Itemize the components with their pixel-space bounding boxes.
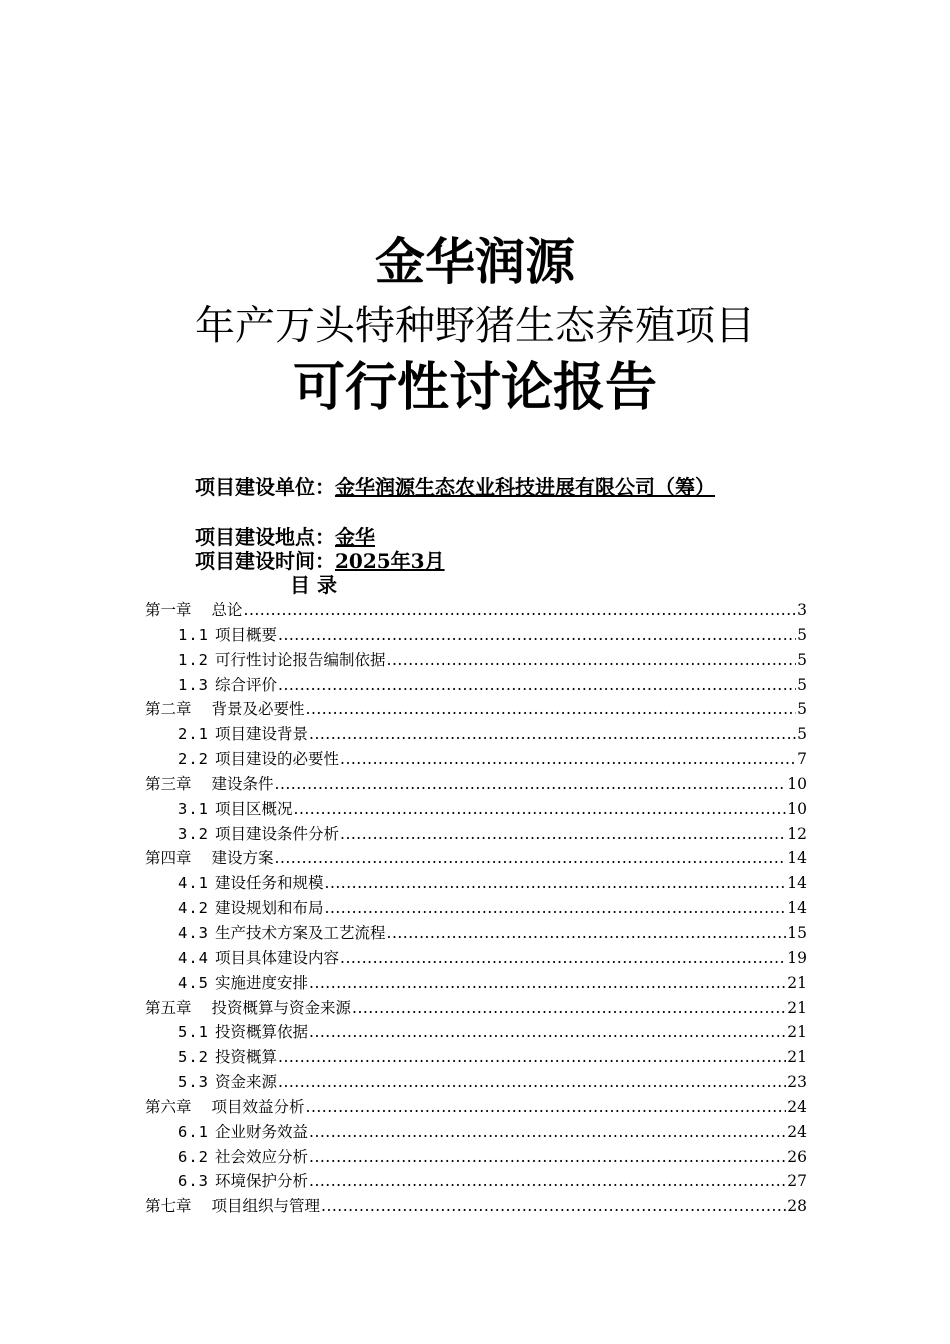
toc-entry-page: 5 [797,725,807,744]
toc-entry[interactable] [145,1095,807,1120]
toc-entry-page: 10 [787,774,807,793]
toc-entry-number: 5.2 [178,1048,209,1067]
toc-leader-dots [340,822,786,847]
toc-entry-number: 第二章 [145,700,192,719]
info-time [195,548,445,574]
toc-entry-number: 第四章 [145,849,192,868]
toc-entry[interactable] [145,772,807,797]
toc-leader-dots [244,598,797,623]
toc-entry-number: 4.5 [178,973,209,992]
toc-leader-dots [309,1120,786,1145]
title-line-2: 年产万头特种野猪生态养殖项目 [195,303,755,349]
toc-entry-page: 23 [787,1073,807,1092]
toc-entry-text: 项目组织与管理 [211,1197,321,1216]
toc-entry-page: 5 [797,625,807,644]
toc-entry-number: 第六章 [145,1097,192,1116]
toc-entry-number: 1.2 [178,650,209,669]
toc-entry-label [145,1095,305,1120]
toc-entry-number: 2.1 [178,725,209,744]
toc-entry-label [178,722,308,747]
toc-entry-text: 投资概算 [215,1048,278,1067]
toc-entry[interactable] [145,921,807,946]
toc-entry[interactable] [145,1120,807,1145]
toc-entry-text: 资金来源 [215,1073,278,1092]
toc-entry-number: 3.2 [178,824,209,843]
toc-entry-number: 2.2 [178,750,209,769]
toc-entry[interactable] [145,846,807,871]
toc-leader-dots [278,673,796,698]
toc-entry-label [178,673,277,698]
toc-entry[interactable] [145,1020,807,1045]
toc-entry-page: 21 [787,973,807,992]
toc-leader-dots [278,1045,786,1070]
toc-entry[interactable] [145,896,807,921]
toc-entry-number: 1.1 [178,625,209,644]
toc-entry-label [178,1045,277,1070]
title-line-1: 金华润源 [375,233,575,291]
toc-entry[interactable] [145,1070,807,1095]
toc-entry-label [178,1120,308,1145]
info-time-label: 项目建设时间： [195,549,335,573]
toc-entry-label [145,772,274,797]
toc-entry-text: 综合评价 [215,675,278,694]
toc-entry-number: 第三章 [145,774,192,793]
toc-leader-dots [352,996,786,1021]
toc-leader-dots [294,797,787,822]
toc-entry[interactable] [145,673,807,698]
toc-entry-label [178,896,324,921]
toc-entry[interactable] [145,623,807,648]
toc-entry-text: 实施进度安排 [215,973,309,992]
toc-entry-label [178,1145,308,1170]
info-unit-value: 金华润源生态农业科技进展有限公司（筹） [335,475,715,499]
toc-entry-number: 4.3 [178,923,209,942]
toc-entry-label [145,846,274,871]
toc-leader-dots [309,971,786,996]
toc-entry-page: 27 [787,1172,807,1191]
toc-entry[interactable] [145,946,807,971]
toc-leader-dots [306,697,797,722]
toc-entry-number: 3.1 [178,799,209,818]
toc-entry-text: 建设方案 [211,849,274,868]
toc-entry-page: 26 [787,1147,807,1166]
toc-entry-label [178,648,386,673]
toc-entry-page: 21 [787,998,807,1017]
toc-entry-page: 19 [787,948,807,967]
toc-entry-text: 总论 [211,601,243,619]
toc-entry-text: 项目概要 [215,625,278,644]
toc-entry[interactable] [145,971,807,996]
toc-entry-text: 项目建设条件分析 [215,824,340,843]
toc-entry-page: 14 [787,849,807,868]
toc-leader-dots [387,648,797,673]
toc-entry-page: 14 [787,899,807,918]
toc-entry-number: 5.3 [178,1073,209,1092]
toc-entry-text: 建设任务和规模 [215,874,324,893]
toc-leader-dots [275,846,787,871]
toc-entry[interactable] [145,797,807,822]
toc-entry-number: 6.3 [178,1172,209,1191]
toc-entry-text: 项目建设背景 [215,725,309,744]
toc-leader-dots [306,1095,787,1120]
toc-leader-dots [309,1020,786,1045]
toc-entry-number: 1.3 [178,675,209,694]
toc-heading: 目 录 [290,573,337,597]
toc-entry-text: 生产技术方案及工艺流程 [215,923,386,942]
info-time-value: 2025年3月 [335,549,445,573]
toc-entry-label [178,797,293,822]
toc-entry-number: 4.4 [178,948,209,967]
toc-entry-text: 建设规划和布局 [215,899,324,918]
toc-entry[interactable] [145,871,807,896]
toc-leader-dots [325,896,787,921]
toc-entry-page: 12 [787,824,807,843]
toc-entry-label [178,946,339,971]
toc-entry-text: 项目区概况 [215,799,293,818]
toc-entry[interactable] [145,822,807,847]
toc-entry-label [178,822,339,847]
info-place-value: 金华 [335,525,375,549]
toc-entry-text: 投资概算与资金来源 [211,998,352,1017]
toc-entry-text: 社会效应分析 [215,1147,309,1166]
toc-entry-text: 投资概算依据 [215,1023,309,1042]
toc-entry-label [178,747,339,772]
toc-entry-label [178,1169,308,1194]
toc-entry-number: 4.2 [178,899,209,918]
toc-entry-label [145,697,305,722]
toc-entry[interactable] [145,648,807,673]
toc-entry[interactable] [145,697,807,722]
info-unit-label: 项目建设单位： [195,475,335,499]
info-place [195,524,375,550]
toc-leader-dots [278,1070,786,1095]
toc-entry-page: 24 [787,1122,807,1141]
toc-leader-dots [340,747,796,772]
toc-entry[interactable] [145,996,807,1021]
toc-entry[interactable] [145,1045,807,1070]
toc-entry-number: 4.1 [178,874,209,893]
toc-leader-dots [309,1169,786,1194]
toc-entry[interactable] [145,1169,807,1194]
toc-entry-text: 项目效益分析 [211,1097,305,1116]
toc-entry-number: 5.1 [178,1023,209,1042]
toc-entry-number: 6.2 [178,1147,209,1166]
toc-entry-text: 项目具体建设内容 [215,948,340,967]
toc-leader-dots [309,722,796,747]
info-unit [195,474,715,500]
toc-entry-text: 环境保护分析 [215,1172,309,1191]
toc-entry[interactable] [145,598,807,623]
toc-entry[interactable] [145,722,807,747]
toc-entry-page: 5 [797,675,807,694]
toc-entry-page: 24 [787,1097,807,1116]
toc-entry-page: 15 [787,923,807,942]
toc-entry-label [145,996,351,1021]
info-place-label: 项目建设地点： [195,525,335,549]
toc-entry-page: 21 [787,1048,807,1067]
toc-entry-page: 5 [797,650,807,669]
toc-entry-label [178,971,308,996]
toc-entry-page: 3 [797,601,807,619]
toc-entry-number: 第五章 [145,998,192,1017]
toc-leader-dots [278,623,796,648]
toc-entry-page: 10 [787,799,807,818]
toc-entry-page: 28 [787,1197,807,1216]
toc-entry-number: 6.1 [178,1122,209,1141]
toc-entry-label [145,598,243,623]
toc-entry-text: 项目建设的必要性 [215,750,340,769]
toc-entry-page: 14 [787,874,807,893]
toc-leader-dots [309,1145,786,1170]
toc-leader-dots [387,921,787,946]
toc-entry-page: 5 [797,700,807,719]
toc-entry-text: 背景及必要性 [211,700,305,719]
table-of-contents [145,598,807,1219]
toc-leader-dots [321,1194,786,1219]
toc-entry-text: 可行性讨论报告编制依据 [215,650,386,669]
toc-entry-label [178,921,386,946]
toc-entry-label [145,1194,320,1219]
toc-entry[interactable] [145,1145,807,1170]
toc-entry-text: 企业财务效益 [215,1122,309,1141]
toc-leader-dots [325,871,787,896]
toc-entry[interactable] [145,1194,807,1219]
toc-entry-label [178,623,277,648]
toc-entry-label [178,871,324,896]
toc-entry-label [178,1020,308,1045]
toc-entry-label [178,1070,277,1095]
title-line-3: 可行性讨论报告 [292,358,657,418]
toc-entry-number: 第一章 [145,601,192,619]
toc-entry-page: 21 [787,1023,807,1042]
toc-leader-dots [275,772,787,797]
toc-entry-page: 7 [797,750,807,769]
toc-entry[interactable] [145,747,807,772]
toc-entry-number: 第七章 [145,1197,192,1216]
toc-leader-dots [340,946,786,971]
toc-entry-text: 建设条件 [211,774,274,793]
